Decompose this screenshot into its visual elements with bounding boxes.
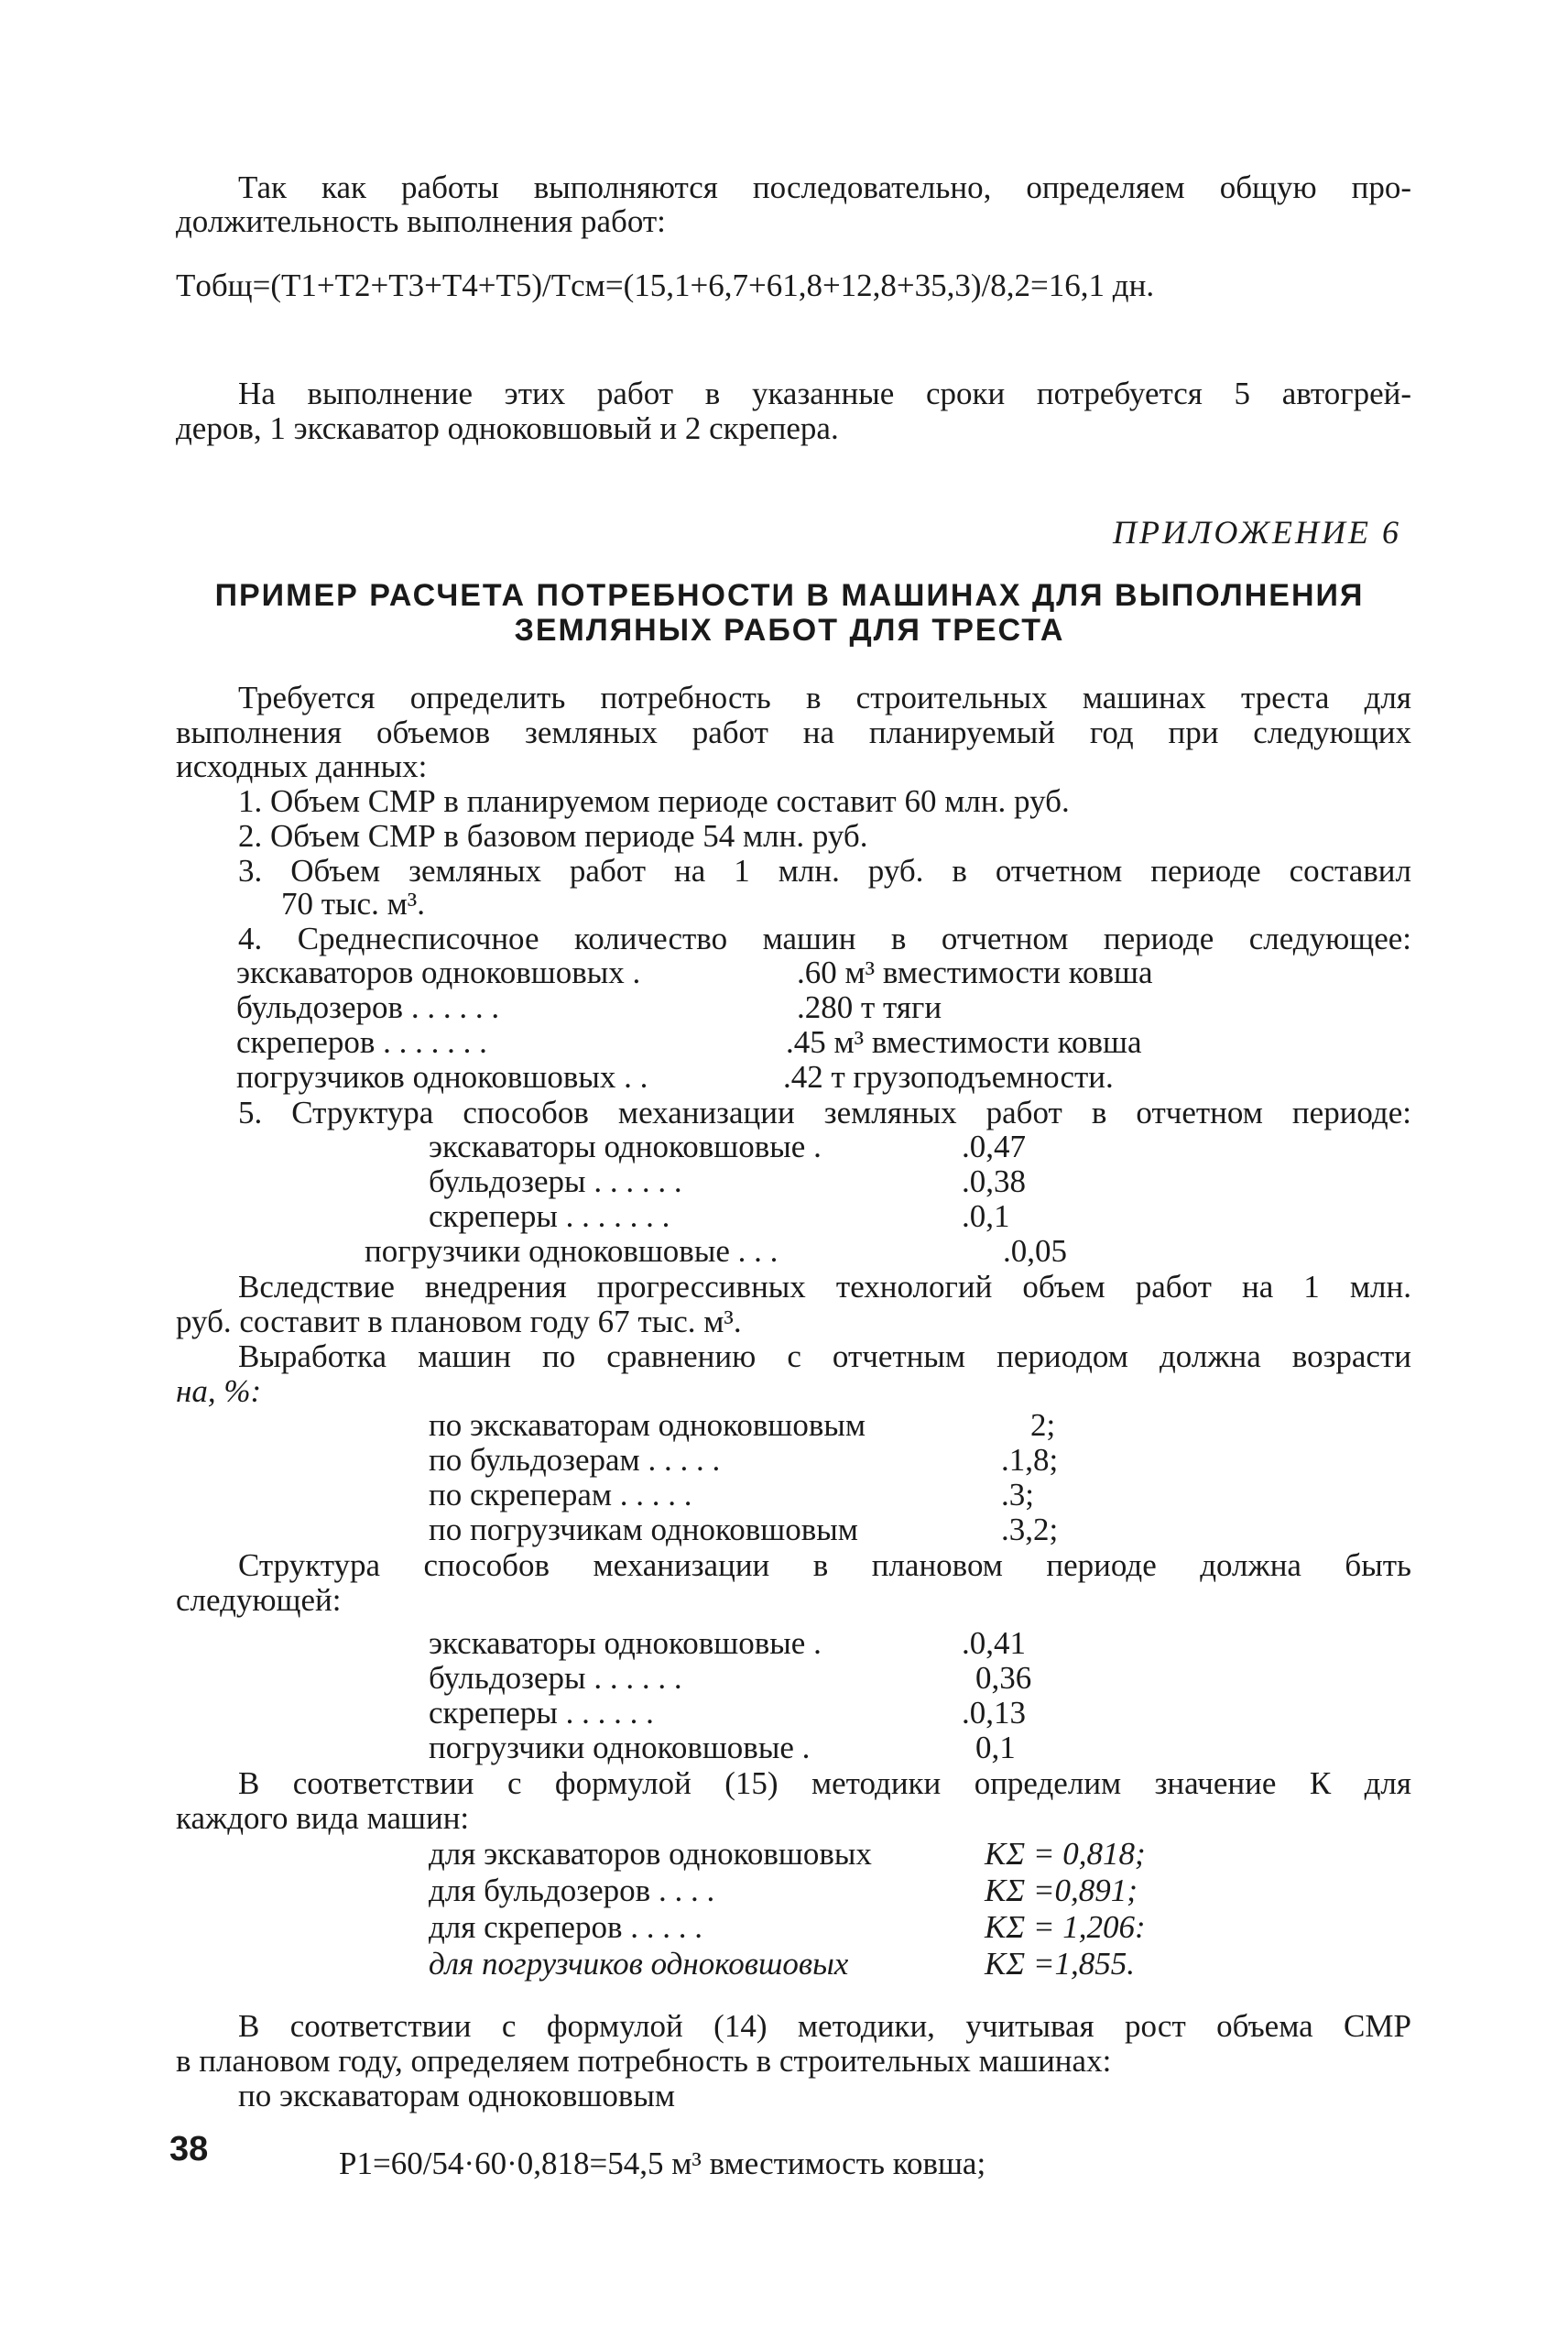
list-item-3: 3. Объем земляных работ на 1 млн. руб. в отчетном периоде составил bbox=[238, 853, 1411, 889]
list-item-3-cont: 70 тыс. м³. bbox=[281, 886, 425, 922]
structure-plan-value: 0,1 bbox=[975, 1730, 1016, 1765]
structure-plan-row: скреперы . . . . . . bbox=[429, 1695, 654, 1731]
section-heading-line-1: ПРИМЕР РАСЧЕТА ПОТРЕБНОСТИ В МАШИНАХ ДЛЯ ВЫПОЛНЕНИЯ bbox=[214, 578, 1365, 613]
total-duration-formula: Tобщ=(T1+T2+T3+T4+T5)/Tсм=(15,1+6,7+61,8+12,8+35,3)/8,2=16,1 дн. bbox=[176, 268, 1155, 303]
growth-row: по экскаваторам одноковшовым bbox=[429, 1407, 866, 1443]
plan-structure-line-2: следующей: bbox=[176, 1582, 342, 1618]
task-line-1: Требуется определить потребность в строительных машинах треста для bbox=[238, 680, 1411, 715]
coef-row: для скреперов . . . . . bbox=[429, 1909, 702, 1945]
coef-intro-line-1: В соответствии с формулой (15) методики определим значение К для bbox=[238, 1765, 1411, 1801]
structure-report-row: бульдозеры . . . . . . bbox=[429, 1163, 682, 1199]
coef-intro-line-2: каждого вида машин: bbox=[176, 1800, 470, 1836]
machine-value: .45 м³ вместимости ковша bbox=[786, 1024, 1142, 1060]
machine-row: экскаваторов одноковшовых . bbox=[236, 955, 641, 990]
growth-value: .1,8; bbox=[1001, 1442, 1059, 1478]
structure-plan-row: погрузчики одноковшовые . bbox=[429, 1730, 811, 1765]
excavator-demand-formula: P1=60/54·60·0,818=54,5 м³ вместимость ковша; bbox=[339, 2146, 986, 2181]
structure-report-row: экскаваторы одноковшовые . bbox=[429, 1129, 822, 1164]
machine-value: .60 м³ вместимости ковша bbox=[797, 955, 1153, 990]
growth-row: по бульдозерам . . . . . bbox=[429, 1442, 721, 1478]
final-line-3: по экскаваторам одноковшовым bbox=[238, 2078, 676, 2113]
machine-value: .280 т тяги bbox=[797, 989, 942, 1025]
final-line-1: В соответствии с формулой (14) методики, учитывая рост объема СМР bbox=[238, 2008, 1411, 2044]
structure-report-value: .0,38 bbox=[962, 1163, 1026, 1199]
intro-line-1: Так как работы выполняются последовательно, определяем общую про- bbox=[238, 169, 1411, 205]
coef-row: для погрузчиков одноковшовых bbox=[429, 1946, 849, 1982]
result-line-1: На выполнение этих работ в указанные сроки потребуется 5 автогрей- bbox=[238, 376, 1411, 411]
structure-report-row: скреперы . . . . . . . bbox=[429, 1198, 670, 1234]
section-heading-line-2: ЗЕМЛЯНЫХ РАБОТ ДЛЯ ТРЕСТА bbox=[514, 613, 1065, 648]
coef-value: KΣ =0,891; bbox=[985, 1873, 1138, 1908]
intro-line-2: должительность выполнения работ: bbox=[176, 203, 666, 239]
growth-row: по погрузчикам одноковшовым bbox=[429, 1512, 858, 1547]
growth-value: 2; bbox=[1030, 1407, 1056, 1443]
structure-report-value: .0,47 bbox=[962, 1129, 1026, 1164]
final-line-2: в плановом году, определяем потребность в строительных машинах: bbox=[176, 2043, 1112, 2079]
coef-row: для бульдозеров . . . . bbox=[429, 1873, 715, 1908]
coef-row: для экскаваторов одноковшовых bbox=[429, 1836, 872, 1872]
list-item-1: 1. Объем СМР в планируемом периоде составит 60 млн. руб. bbox=[238, 783, 1070, 819]
machine-row: погрузчиков одноковшовых . . bbox=[236, 1059, 648, 1095]
structure-report-value: .0,05 bbox=[1003, 1233, 1067, 1269]
task-line-3: исходных данных: bbox=[176, 748, 428, 784]
list-item-5: 5. Структура способов механизации земляных работ в отчетном периоде: bbox=[238, 1095, 1411, 1130]
structure-plan-value: .0,13 bbox=[962, 1695, 1026, 1731]
plan-structure-line-1: Структура способов механизации в плановом периоде должна быть bbox=[238, 1547, 1411, 1583]
task-line-2: выполнения объемов земляных работ на планируемый год при следующих bbox=[176, 715, 1411, 750]
coef-value: KΣ = 0,818; bbox=[985, 1836, 1146, 1872]
growth-row: по скреперам . . . . . bbox=[429, 1477, 692, 1512]
output-line-1: Выработка машин по сравнению с отчетным периодом должна возрасти bbox=[238, 1338, 1411, 1374]
coef-value: KΣ =1,855. bbox=[985, 1946, 1136, 1982]
result-line-2: деров, 1 экскаватор одноковшовый и 2 скрепера. bbox=[176, 410, 839, 446]
output-line-2: на, %: bbox=[176, 1373, 262, 1409]
appendix-label: ПРИЛОЖЕНИЕ 6 bbox=[1113, 514, 1401, 551]
growth-value: .3; bbox=[1001, 1477, 1034, 1512]
structure-report-row: погрузчики одноковшовые . . . bbox=[365, 1233, 779, 1269]
coef-value: KΣ = 1,206: bbox=[985, 1909, 1146, 1945]
structure-report-value: .0,1 bbox=[962, 1198, 1010, 1234]
machine-row: скреперов . . . . . . . bbox=[236, 1024, 487, 1060]
growth-value: .3,2; bbox=[1001, 1512, 1059, 1547]
progress-line-1: Вследствие внедрения прогрессивных технологий объем работ на 1 млн. bbox=[238, 1269, 1411, 1305]
structure-plan-value: 0,36 bbox=[975, 1660, 1032, 1696]
structure-plan-value: .0,41 bbox=[962, 1625, 1026, 1661]
list-item-2: 2. Объем СМР в базовом периоде 54 млн. руб. bbox=[238, 818, 868, 854]
machine-value: .42 т грузоподъемности. bbox=[783, 1059, 1114, 1095]
structure-plan-row: бульдозеры . . . . . . bbox=[429, 1660, 682, 1696]
page-number: 38 bbox=[169, 2130, 209, 2168]
structure-plan-row: экскаваторы одноковшовые . bbox=[429, 1625, 822, 1661]
progress-line-2: руб. составит в плановом году 67 тыс. м³. bbox=[176, 1304, 742, 1339]
list-item-4: 4. Среднесписочное количество машин в отчетном периоде следующее: bbox=[238, 921, 1411, 956]
machine-row: бульдозеров . . . . . . bbox=[236, 989, 500, 1025]
